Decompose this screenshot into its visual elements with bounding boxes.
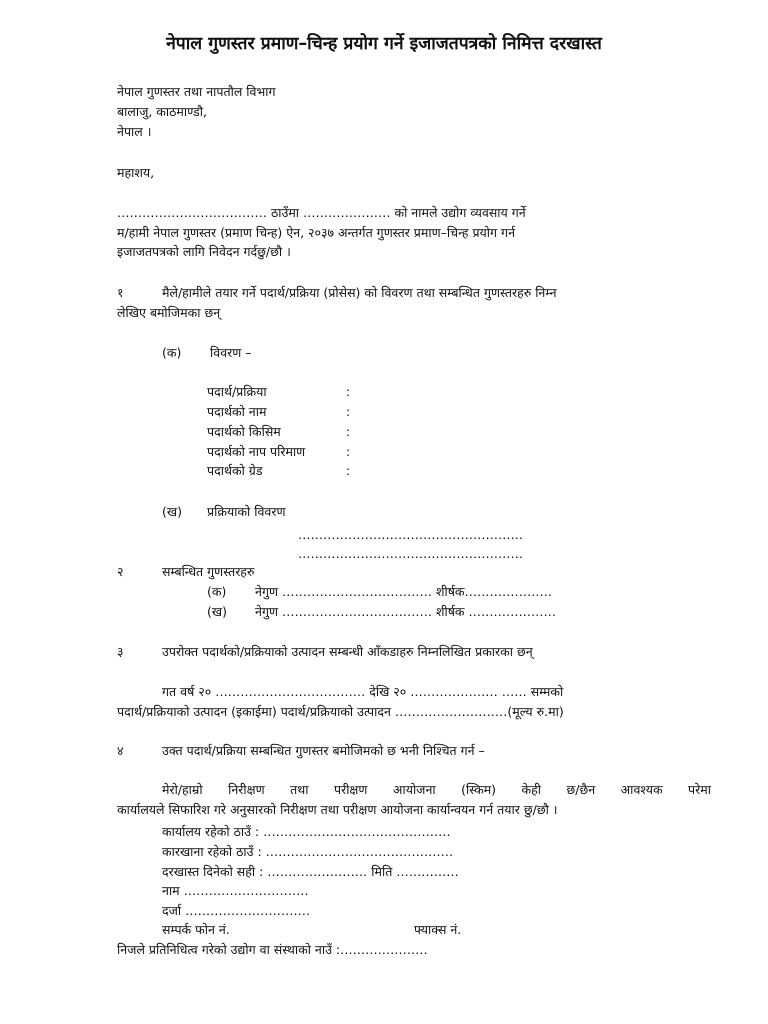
section-3-line-2: पदार्थ/प्रक्रियाको उत्पादन (इकाईमा) पदार्थ/प्रक्रियाको उत्पादन ………………………(मूल्य रु.मा)	[117, 704, 564, 719]
field-label: पदार्थको नाप परिमाण	[207, 444, 306, 459]
salutation: महाशय,	[117, 165, 155, 180]
intro-line-2: म/हामी नेपाल गुणस्तर (प्रमाण चिन्ह) ऐन, २०३७ अन्तर्गत गुणस्तर प्रमाण–चिन्ह प्रयोग गर्न	[117, 225, 516, 240]
section-2-number: २	[117, 564, 124, 579]
item-a-text: विवरण –	[210, 345, 252, 360]
section-4-para-2: कार्यालयले सिफारिश गरे अनुसारको निरीक्षण तथा परीक्षण आयोजना कार्यान्वयन गर्न तयार छु/छौ ।	[117, 802, 558, 817]
address-line-2: बालाजु, काठमाण्डौ,	[117, 104, 207, 119]
section-4-number: ४	[117, 743, 124, 758]
signature-date-field: दरखास्त दिनेको सही : …………………… मिति ……………	[162, 864, 459, 879]
address-line-3: नेपाल ।	[117, 124, 152, 139]
item-b-dots-1: ………………………………………………	[298, 527, 523, 542]
section-3-number: ३	[117, 644, 124, 659]
section-1-line-1: मैले/हामीले तयार गर्ने पदार्थ/प्रक्रिया (प्रोसेस) को विवरण तथा सम्बन्धित गुणस्तरहरु निम्न	[162, 285, 557, 300]
field-label: पदार्थको ग्रेड	[207, 463, 263, 478]
factory-location-field: कारखाना रहेको ठाउँ : ………………………………………	[162, 844, 454, 859]
fax-field: फ्याक्स नं.	[414, 922, 462, 937]
item-b-dots-2: ………………………………………………	[298, 546, 523, 561]
section-2-text: सम्बन्धित गुणस्तरहरु	[162, 564, 255, 579]
section-4-para-1: मेरो/हाम्रो निरीक्षण तथा परीक्षण आयोजना (स्किम) केही छ/छैन आवश्यक परेमा	[162, 782, 711, 797]
field-colon: :	[346, 463, 351, 478]
field-label: पदार्थको नाम	[207, 404, 267, 419]
section-3-text: उपरोक्त पदार्थको/प्रक्रियाको उत्पादन सम्बन्धी आँकडाहरु निम्नलिखित प्रकारका छन्	[162, 644, 533, 659]
item-b-text: प्रक्रियाको विवरण	[207, 504, 286, 519]
field-label: पदार्थ/प्रक्रिया	[207, 384, 267, 399]
field-colon: :	[346, 424, 351, 439]
field-colon: :	[346, 404, 351, 419]
item-b-label: (ख)	[162, 504, 182, 519]
section-4-text: उक्त पदार्थ/प्रक्रिया सम्बन्धित गुणस्तर बमोजिमको छ भनी निश्चित गर्न –	[162, 743, 485, 758]
rank-field: दर्जा …………………………	[162, 903, 311, 918]
standard-row-text: नेगुण ……………………………… शीर्षक …………………	[255, 604, 556, 619]
form-title: नेपाल गुणस्तर प्रमाण–चिन्ह प्रयोग गर्ने इजाजतपत्रको निमित्त दरखास्त	[166, 34, 602, 54]
standard-row-label: (ख)	[207, 604, 227, 619]
intro-line-3: इजाजतपत्रको लागि निवेदन गर्दछु/छौ ।	[117, 244, 291, 259]
standard-row-label: (क)	[207, 584, 227, 599]
address-line-1: नेपाल गुणस्तर तथा नापतौल विभाग	[117, 84, 276, 99]
organization-name-field: निजले प्रतिनिधित्व गरेको उद्योग वा संस्थाको नाउँ :…………………	[117, 942, 428, 957]
section-1-line-2: लेखिए बमोजिमका छन्	[117, 305, 221, 320]
section-3-line-1: गत वर्ष २० ……………………………… देखि २० ………………… …… सम्मको	[162, 684, 564, 699]
office-location-field: कार्यालय रहेको ठाउँ : ………………………………………	[162, 824, 451, 839]
standard-row-text: नेगुण ……………………………… शीर्षक…………………	[255, 584, 553, 599]
name-field: नाम …………………………	[162, 883, 309, 898]
field-colon: :	[346, 384, 351, 399]
field-colon: :	[346, 444, 351, 459]
intro-line-1: ……………………………… ठाउँमा ………………… को नामले उद्योग व्यवसाय गर्ने	[117, 205, 526, 220]
field-label: पदार्थको किसिम	[207, 424, 281, 439]
section-1-number: १	[117, 285, 124, 300]
phone-field: सम्पर्क फोन नं.	[162, 922, 230, 937]
item-a-label: (क)	[162, 345, 182, 360]
